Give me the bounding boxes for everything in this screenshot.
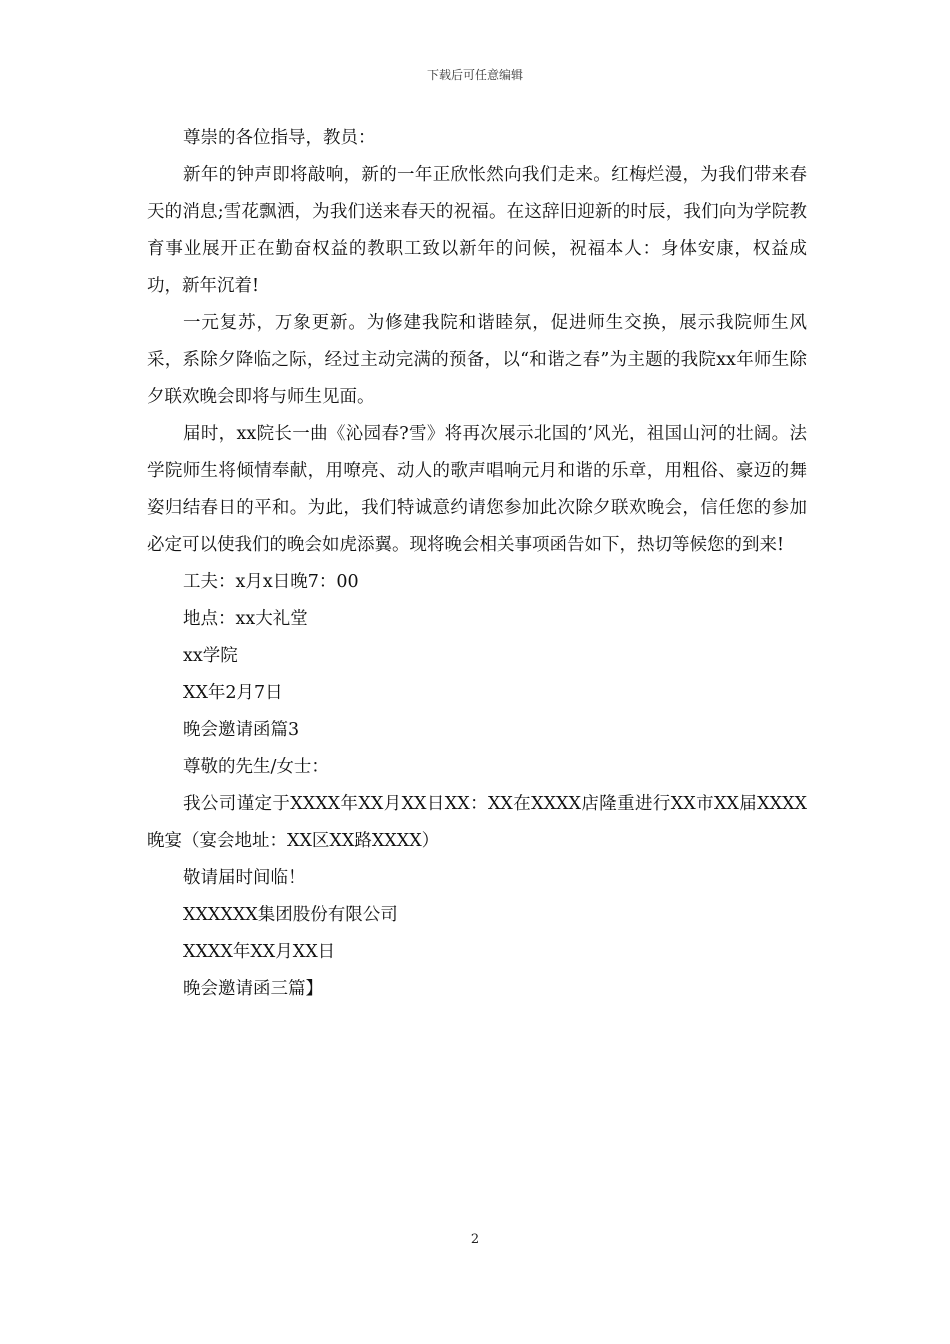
salutation-2: 尊敬的先生/女士： bbox=[183, 757, 329, 777]
signature-org: xx学院 bbox=[183, 646, 238, 666]
section-heading: 晚会邀请函篇3 bbox=[183, 720, 300, 740]
paragraph-banquet: 我公司谨定于XXXX年XX月XX日XX：XX在XXXX店隆重进行XX市XX届XXXX晚宴（宴会地址：XX区XX路XXXX） bbox=[147, 794, 807, 851]
event-time: 工夫：x月x日晚7：00 bbox=[183, 572, 359, 592]
page-number: 2 bbox=[470, 1232, 480, 1247]
document-body bbox=[147, 120, 807, 1008]
paragraph-new-year: 新年的钟声即将敲响，新的一年正欣怅然向我们走来。红梅烂漫，为我们带来春天的消息;雪花飘洒，为我们送来春天的祝福。在这辞旧迎新的时辰，我们向为学院教育事业展开正在勤奋权益的教职工致以新年的问候，祝福本人：身体安康，权益成功，新年沉着! bbox=[147, 165, 807, 296]
page-header: 下载后可任意编辑 bbox=[426, 68, 523, 82]
paragraph-renewal: 一元复苏，万象更新。为修建我院和谐睦氛，促进师生交换，展示我院师生风采，系除夕降临之际，经过主动完满的预备，以“和谐之春”为主题的我院xx年师生除夕联欢晚会即将与师生见面。 bbox=[147, 313, 807, 407]
trailing-title: 晚会邀请函三篇】 bbox=[183, 979, 323, 999]
closing-line: 敬请届时间临！ bbox=[183, 868, 306, 888]
salutation: 尊崇的各位指导，教员： bbox=[183, 128, 376, 148]
event-location: 地点：xx大礼堂 bbox=[183, 609, 308, 629]
signature-date-2: XXXX年XX月XX日 bbox=[183, 942, 336, 962]
paragraph-program: 届时，xx院长一曲《沁园春?雪》将再次展示北国的’风光，祖国山河的壮阔。法学院师生将倾情奉献，用嘹亮、动人的歌声唱响元月和谐的乐章，用粗俗、豪迈的舞姿归结春日的平和。为此，我们特诚意约请您参加此次除夕联欢晚会，信任您的参加必定可以使我们的晚会如虎添翼。现将晚会相关事项函告如下，热切等候您的到来! bbox=[147, 424, 807, 555]
signature-date: XX年2月7日 bbox=[183, 683, 283, 703]
signature-company: XXXXXX集团股份有限公司 bbox=[183, 905, 398, 925]
